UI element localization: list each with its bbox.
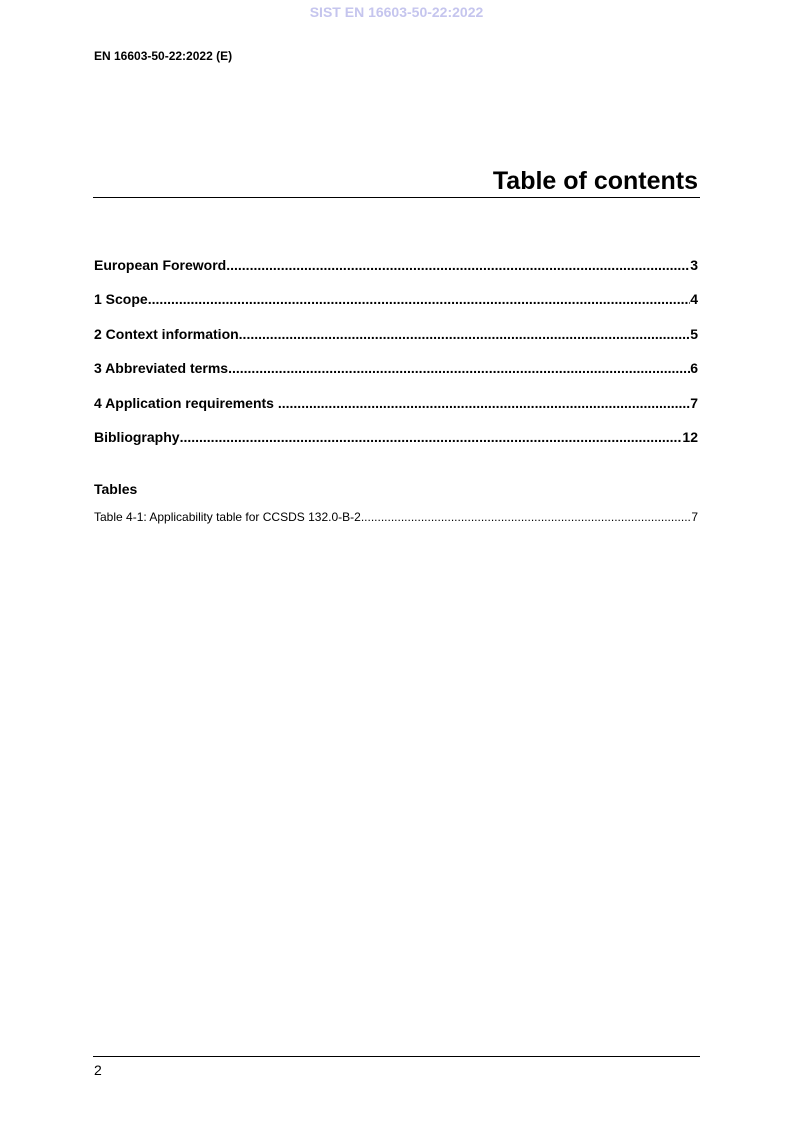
toc-page: 3 (690, 257, 698, 273)
toc-page: 5 (690, 325, 698, 342)
document-header: EN 16603-50-22:2022 (E) (94, 49, 233, 63)
footer-rule (93, 1056, 700, 1057)
watermark: SIST EN 16603-50-22:2022 (309, 4, 484, 20)
toc-entry[interactable] (94, 429, 698, 463)
toc-label: Bibliography (94, 428, 180, 445)
leader-dots (148, 291, 691, 307)
leader-dots (180, 429, 683, 445)
toc-label: European Foreword (94, 257, 227, 273)
tables-list (94, 510, 698, 524)
toc-label: 1 Scope (94, 291, 148, 308)
page-number: 2 (94, 1062, 102, 1078)
toc-label: 4 Application requirements (94, 394, 278, 411)
tables-heading: Tables (94, 481, 138, 497)
toc-page: 12 (682, 428, 698, 445)
toc-entry[interactable] (94, 360, 698, 394)
toc-entry[interactable] (94, 257, 698, 291)
toc-entry[interactable] (94, 395, 698, 429)
toc-label: 2 Context information (94, 325, 239, 342)
toc-list (94, 257, 698, 463)
toc-page: 6 (690, 360, 698, 377)
toc-page: 4 (690, 291, 698, 308)
leader-dots (226, 257, 690, 273)
table-page: 7 (691, 510, 698, 524)
toc-page: 7 (690, 394, 698, 411)
leader-dots (228, 360, 690, 376)
title-rule (93, 197, 700, 198)
leader-dots (361, 510, 692, 524)
leader-dots (239, 326, 691, 342)
toc-entry[interactable] (94, 291, 698, 325)
table-entry[interactable] (94, 510, 698, 524)
page-title: Table of contents (492, 167, 698, 195)
toc-entry[interactable] (94, 326, 698, 360)
toc-label: 3 Abbreviated terms (94, 360, 229, 377)
table-label: Table 4-1: Applicability table for CCSDS 132.0-B-2 (94, 510, 361, 524)
leader-dots (278, 395, 690, 411)
